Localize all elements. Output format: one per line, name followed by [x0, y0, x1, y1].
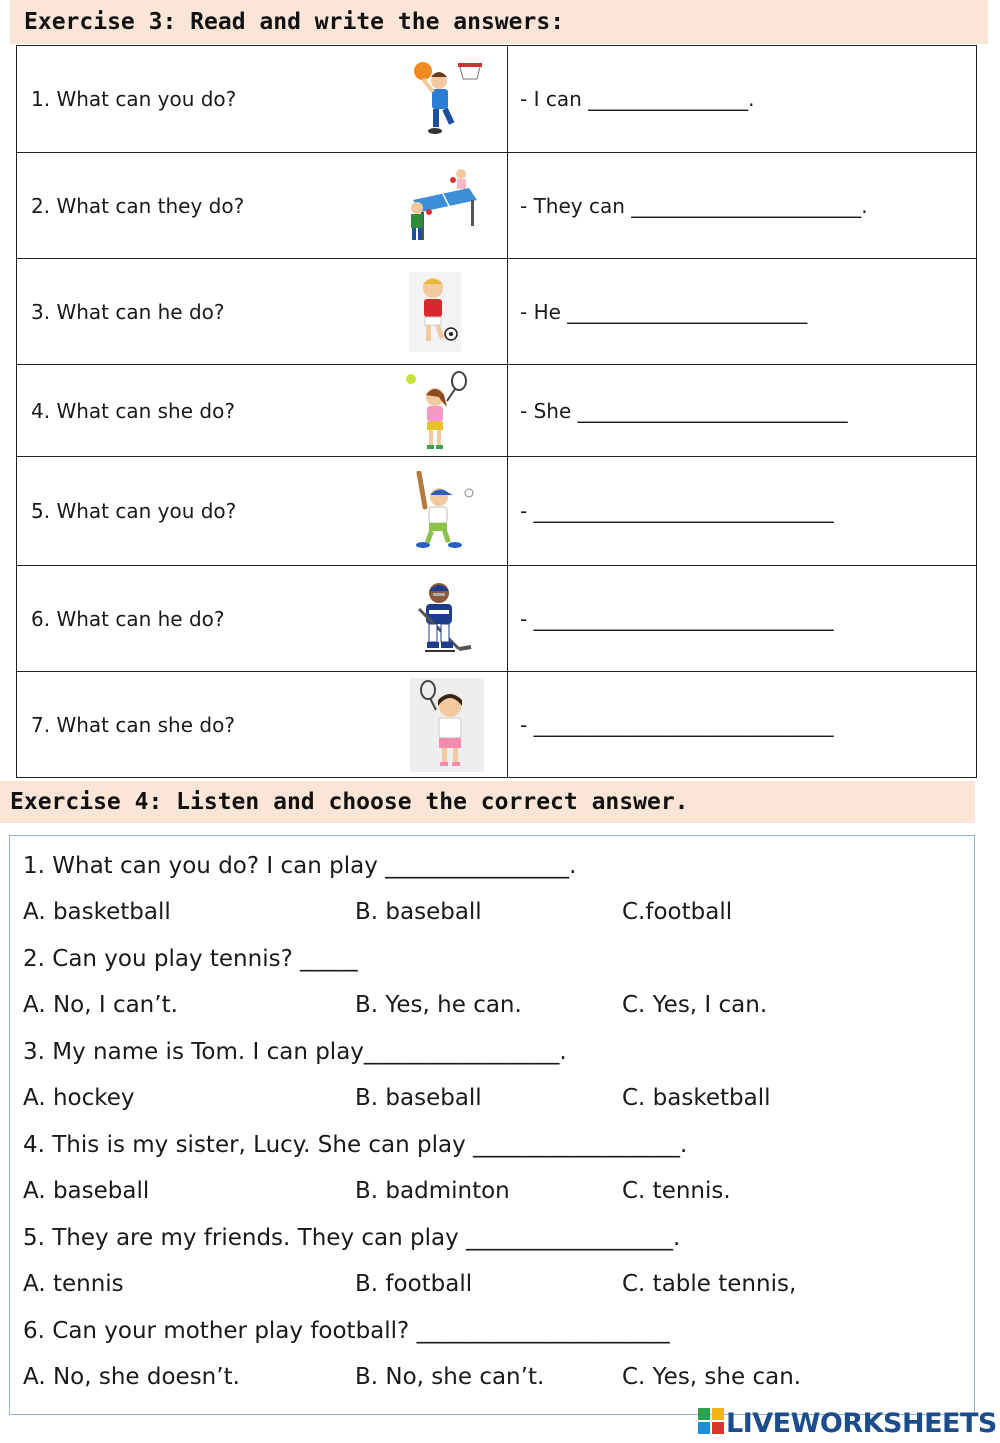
option-6b[interactable]: B. No, she can’t.	[355, 1364, 545, 1390]
option-3a[interactable]: A. hockey	[23, 1085, 135, 1111]
question-2: 2. Can you play tennis? _____	[23, 946, 358, 972]
question-text-1: 1. What can you do?	[31, 87, 237, 111]
tennis-icon	[397, 371, 477, 451]
option-2c[interactable]: C. Yes, I can.	[622, 992, 768, 1018]
answer-cell-3[interactable]	[508, 259, 977, 365]
answer-line-2[interactable]: - They can _______________________.	[520, 193, 868, 218]
exercise-4-title	[0, 781, 975, 823]
answer-cell-1[interactable]	[508, 46, 977, 153]
option-2b[interactable]: B. Yes, he can.	[355, 992, 522, 1018]
liveworksheets-logo-icon	[698, 1408, 724, 1438]
option-4b[interactable]: B. badminton	[355, 1178, 510, 1204]
basketball-icon	[403, 59, 483, 139]
option-3c[interactable]: C. basketball	[622, 1085, 771, 1111]
answer-cell-2[interactable]	[508, 153, 977, 259]
exercise-3-title-text: Exercise 3: Read and write the answers:	[24, 9, 565, 35]
option-1a[interactable]: A. basketball	[23, 899, 171, 925]
option-5b[interactable]: B. football	[355, 1271, 473, 1297]
question-4: 4. This is my sister, Lucy. She can play __________________.	[23, 1132, 688, 1158]
table-row	[17, 457, 977, 566]
option-5a[interactable]: A. tennis	[23, 1271, 124, 1297]
answer-line-4[interactable]: - She ___________________________	[520, 398, 848, 423]
option-1b[interactable]: B. baseball	[355, 899, 482, 925]
question-cell-7	[17, 672, 508, 778]
liveworksheets-brand-text[interactable]: LIVEWORKSHEETS	[726, 1407, 997, 1439]
table-row	[17, 365, 977, 457]
question-text-5: 5. What can you do?	[31, 499, 237, 523]
exercise-4-box	[9, 835, 975, 1415]
table-row	[17, 672, 977, 778]
answer-cell-7[interactable]	[508, 672, 977, 778]
table-row	[17, 566, 977, 672]
question-cell-3	[17, 259, 508, 365]
question-cell-5	[17, 457, 508, 566]
table-row	[17, 153, 977, 259]
option-6c[interactable]: C. Yes, she can.	[622, 1364, 802, 1390]
football-icon	[395, 272, 475, 352]
answer-cell-5[interactable]	[508, 457, 977, 566]
exercise-3-title	[10, 0, 988, 44]
question-1: 1. What can you do? I can play ________________.	[23, 853, 577, 879]
option-3b[interactable]: B. baseball	[355, 1085, 482, 1111]
question-text-7: 7. What can she do?	[31, 712, 235, 737]
question-3: 3. My name is Tom. I can play_________________.	[23, 1039, 567, 1065]
baseball-icon	[399, 471, 479, 551]
question-text-4: 4. What can she do?	[31, 398, 235, 423]
answer-line-1[interactable]: - I can ________________.	[520, 87, 755, 111]
option-1c[interactable]: C.football	[622, 899, 733, 925]
question-text-3: 3. What can he do?	[31, 299, 225, 324]
option-2a[interactable]: A. No, I can’t.	[23, 992, 178, 1018]
option-4c[interactable]: C. tennis.	[622, 1178, 731, 1204]
answer-cell-6[interactable]	[508, 566, 977, 672]
question-cell-1	[17, 46, 508, 153]
option-4a[interactable]: A. baseball	[23, 1178, 150, 1204]
answer-line-6[interactable]: - ______________________________	[520, 606, 834, 631]
answer-line-5[interactable]: - ______________________________	[520, 499, 834, 523]
exercise-4-title-text: Exercise 4: Listen and choose the correct answer.	[10, 789, 689, 815]
table-tennis-icon	[399, 166, 479, 246]
table-row	[17, 259, 977, 365]
liveworksheets-brand[interactable]	[698, 1407, 997, 1439]
question-cell-4	[17, 365, 508, 457]
option-6a[interactable]: A. No, she doesn’t.	[23, 1364, 240, 1390]
badminton-icon	[410, 678, 484, 772]
table-row	[17, 46, 977, 153]
question-5: 5. They are my friends. They can play __________________.	[23, 1225, 681, 1251]
question-text-2: 2. What can they do?	[31, 193, 245, 218]
hockey-icon	[399, 579, 479, 659]
question-cell-2	[17, 153, 508, 259]
question-6: 6. Can your mother play football? ______________________	[23, 1318, 670, 1344]
option-5c[interactable]: C. table tennis,	[622, 1271, 797, 1297]
answer-line-3[interactable]: - He ________________________	[520, 299, 808, 324]
question-text-6: 6. What can he do?	[31, 606, 225, 631]
answer-line-7[interactable]: - ______________________________	[520, 712, 834, 737]
exercise-3-table	[16, 45, 977, 778]
answer-cell-4[interactable]	[508, 365, 977, 457]
question-cell-6	[17, 566, 508, 672]
